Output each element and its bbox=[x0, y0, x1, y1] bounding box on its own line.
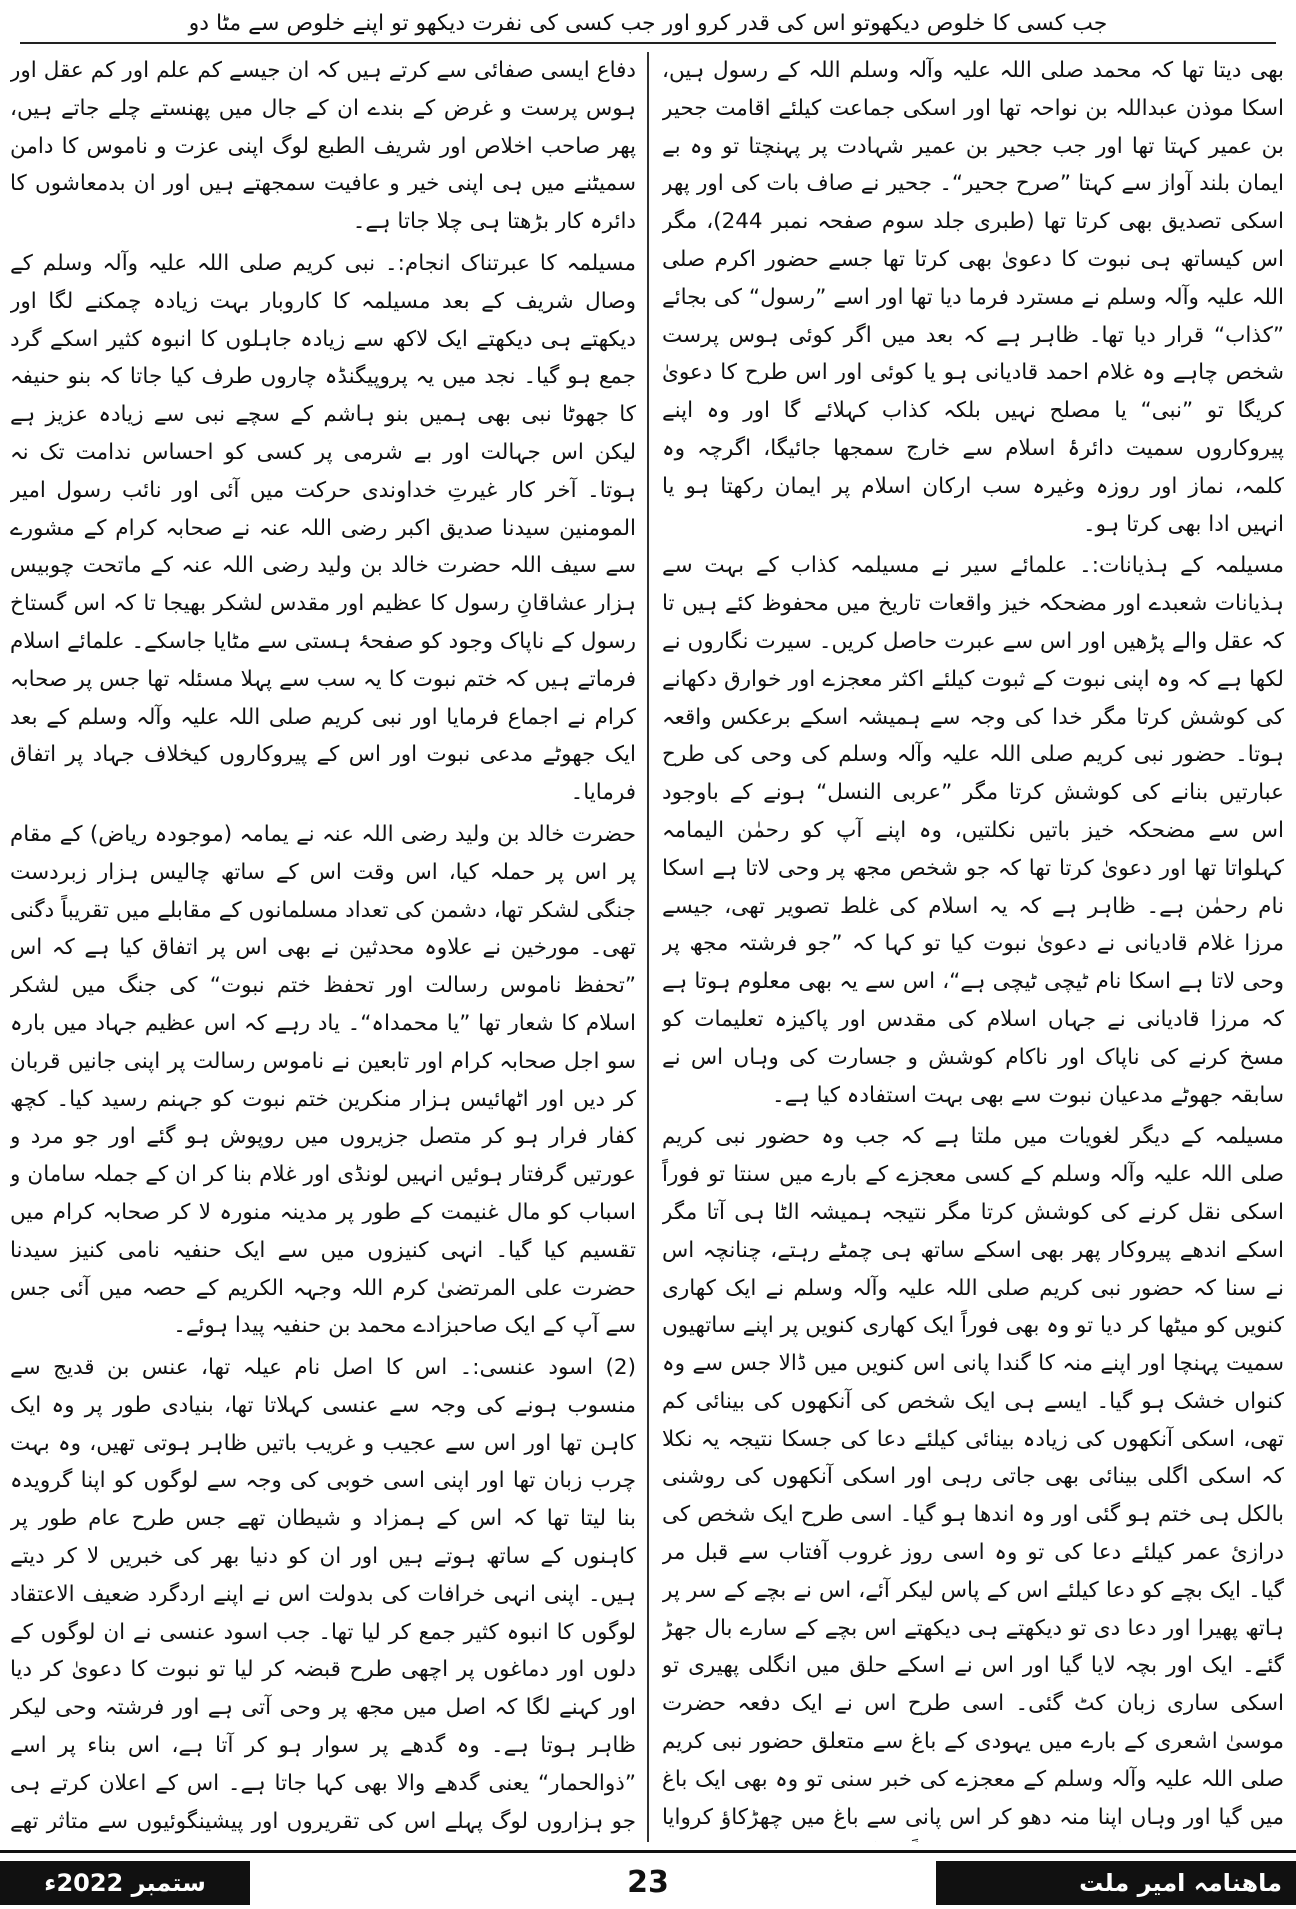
paragraph: بھی دیتا تھا کہ محمد صلی اللہ علیہ وآلہ وسلم اللہ کے رسول ہیں، اسکا موذن عبداللہ بن نواحہ تھا اور اسکی جماعت کیلئے اقامت جحیر بن عمیر کہتا تھا اور جب جحیر بن عمیر شہادت پر پہنچتا تو وہ بے ایمان بلند آواز سے کہتا ”صرح جحیر“۔ جحیر نے صاف بات کی اور پھر اسکی تصدیق بھی کرتا تھا (طبری جلد سوم صفحہ نمبر 244)، مگر اس کیساتھ ہی نبوت کا دعویٰ بھی کرتا تھا جسے حضور اکرم صلی اللہ علیہ وآلہ وسلم نے مسترد فرما دیا تھا اور اسے ”رسول“ کی بجائے ”کذاب“ قرار دیا تھا۔ ظاہر ہے کہ بعد میں اگر کوئی ہوس پرست شخص چاہے وہ غلام احمد قادیانی ہو یا کوئی اور اس طرح کا دعویٰ کریگا تو ”نبی“ یا مصلح نہیں بلکہ کذاب کہلائے گا اور وہ اپنے پیروکاروں سمیت دائرۂ اسلام سے خارج سمجھا جائیگا، اگرچہ وہ کلمہ، نماز اور روزہ وغیرہ سب ارکان اسلام پر ایمان رکھتا ہو یا انہیں ادا بھی کرتا ہو۔ bbox=[662, 58, 1284, 537]
page-number: 23 bbox=[627, 1865, 669, 1900]
left-column bbox=[10, 52, 636, 1842]
page-footer bbox=[0, 1850, 1296, 1909]
paragraph: مسیلمہ کا عبرتناک انجام:۔ نبی کریم صلی اللہ علیہ وآلہ وسلم کے وصال شریف کے بعد مسیلمہ کا کاروبار بہت زیادہ چمکنے لگا اور دیکھتے ہی دیکھتے ایک لاکھ سے زیادہ جاہلوں کا انبوہ کثیر اسکے گرد جمع ہو گیا۔ نجد میں یہ پروپیگنڈہ چاروں طرف کیا جاتا کہ بنو حنیفہ کا جھوٹا نبی بھی ہمیں بنو ہاشم کے سچے نبی سے زیادہ عزیز ہے لیکن اس جہالت اور بے شرمی پر کسی کو احساس ندامت تک نہ ہوتا۔ آخر کار غیرتِ خداوندی حرکت میں آئی اور نائب رسول امیر المومنین سیدنا صدیق اکبر رضی اللہ عنہ نے صحابہ کرام کے مشورے سے سیف اللہ حضرت خالد بن ولید رضی اللہ عنہ کے ماتحت چوبیس ہزار عشاقانِ رسول کا عظیم اور مقدس لشکر بھیجا تا کہ اس گستاخ رسول کے ناپاک وجود کو صفحۂ ہستی سے مٹایا جاسکے۔ علمائے اسلام فرماتے ہیں کہ ختم نبوت کا یہ سب سے پہلا مسئلہ تھا جس پر صحابہ کرام نے اجماع فرمایا اور نبی کریم صلی اللہ علیہ وآلہ وسلم کے بعد ایک جھوٹے مدعی نبوت اور اس کے پیروکاروں کیخلاف جہاد پر اتفاق فرمایا۔ bbox=[10, 250, 636, 806]
header-motto: جب کسی کا خلوص دیکھوتو اس کی قدر کرو اور جب کسی کی نفرت دیکھو تو اپنے خلوص سے مٹا دو bbox=[20, 6, 1276, 44]
column-divider bbox=[647, 52, 649, 1842]
paragraph: (2) اسود عنسی:۔ اس کا اصل نام عیلہ تھا، عنس بن قدیج سے منسوب ہونے کی وجہ سے عنسی کہلاتا تھا، بنیادی طور پر وہ ایک کاہن تھا اور اس سے عجیب و غریب باتیں ظاہر ہوتی تھیں، وہ بہت چرب زبان تھا اور اپنی اسی خوبی کی وجہ سے لوگوں کو اپنا گرویدہ بنا لیتا تھا کہ اس کے ہمزاد و شیطان تھے جس طرح عام طور پر کاہنوں کے ساتھ ہوتے ہیں اور ان کو دنیا بھر کی خبریں لا کر دیتے ہیں۔ اپنی انہی خرافات کی بدولت اس نے اپنے اردگرد ضعیف الاعتقاد لوگوں کا انبوہ کثیر جمع کر لیا تھا۔ جب اسود عنسی نے ان لوگوں کے دلوں اور دماغوں پر اچھی طرح قبضہ کر لیا تو نبوت کا دعویٰ کر دیا اور کہنے لگا کہ اصل میں مجھ پر وحی آتی ہے اور فرشتہ وحی لیکر ظاہر ہوتا ہے۔ وہ گدھے پر سوار ہو کر آتا ہے، اس بناء پر اسے ”ذوالحمار“ یعنی گدھے والا بھی کہا جاتا ہے۔ اس کے اعلان کرتے ہی جو ہزاروں لوگ پہلے اس کی تقریروں اور پیشینگوئیوں سے متاثر تھے bbox=[10, 1355, 636, 1834]
paragraph: مسیلمہ کے ہذیانات:۔ علمائے سیر نے مسیلمہ کذاب کے بہت سے ہذیانات شعبدے اور مضحکہ خیز واقعات تاریخ میں محفوظ کئے ہیں تا کہ عقل والے پڑھیں اور اس سے عبرت حاصل کریں۔ سیرت نگاروں نے لکھا ہے کہ وہ اپنی نبوت کے ثبوت کیلئے اکثر معجزے اور خوارق دکھانے کی کوشش کرتا مگر خدا کی وجہ سے ہمیشہ اسکے برعکس واقعہ ہوتا۔ حضور نبی کریم صلی اللہ علیہ وآلہ وسلم کی وحی کی طرح عبارتیں بنانے کی کوشش کرتا مگر ”عربی النسل“ ہونے کے باوجود اس سے مضحکہ خیز باتیں نکلتیں، وہ اپنے آپ کو رحمٰن الیمامہ کہلواتا تھا اور دعویٰ کرتا تھا کہ جو شخص مجھ پر وحی لاتا ہے اسکا نام رحمٰن ہے۔ ظاہر ہے کہ یہ اسلام کی غلط تصویر تھی، جیسے مرزا غلام قادیانی نے دعویٰ نبوت کیا تو کہا کہ ”جو فرشتہ مجھ پر وحی لاتا ہے اسکا نام ٹیچی ٹیچی ہے“، اس سے یہ بھی معلوم ہوتا ہے کہ مرزا قادیانی نے جہاں اسلام کی مقدس اور پاکیزہ تعلیمات کو مسخ کرنے کی ناپاک اور ناکام کوشش و جسارت کی وہاں اس نے سابقہ جھوٹے مدعیان نبوت سے بھی بہت استفادہ کیا ہے۔ bbox=[662, 553, 1284, 1108]
magazine-title: ماھنامہ امیر ملت bbox=[936, 1861, 1296, 1905]
paragraph: حضرت خالد بن ولید رضی اللہ عنہ نے یمامہ (موجودہ ریاض) کے مقام پر اس پر حملہ کیا، اس وقت اس کے ساتھ چالیس ہزار زبردست جنگی لشکر تھا، دشمن کی تعداد مسلمانوں کے مقابلے میں تقریباً دگنی تھی۔ مورخین نے علاوہ محدثین نے بھی اس پر اتفاق کیا ہے کہ اس ”تحفظ ناموس رسالت اور تحفظ ختم نبوت“ کی جنگ میں لشکر اسلام کا شعار تھا ”یا محمداہ“۔ یاد رہے کہ اس عظیم جہاد میں بارہ سو اجل صحابہ کرام اور تابعین نے ناموس رسالت پر اپنی جانیں قربان کر دیں اور اٹھائیس ہزار منکرین ختم نبوت کو جہنم رسید کیا۔ کچھ کفار فرار ہو کر متصل جزیروں میں روپوش ہو گئے اور جو مرد و عورتیں گرفتار ہوئیں انہیں لونڈی اور غلام بنا کر ان کے جملہ سامان و اسباب کو مال غنیمت کے طور پر مدینہ منورہ لا کر صحابہ کرام میں تقسیم کیا گیا۔ انہی کنیزوں میں سے ایک حنفیہ نامی کنیز سیدنا حضرت علی المرتضیٰ کرم اللہ وجہہ الکریم کے حصہ میں آئی جس سے آپ کے ایک صاحبزادے محمد بن حنفیہ پیدا ہوئے۔ bbox=[10, 821, 636, 1339]
paragraph: مسیلمہ کے دیگر لغویات میں ملتا ہے کہ جب وہ حضور نبی کریم صلی اللہ علیہ وآلہ وسلم کے کسی معجزے کے بارے میں سنتا تو فوراً اسکی نقل کرنے کی کوشش کرتا مگر نتیجہ ہمیشہ الٹا ہی آتا مگر اسکے اندھے پیروکار پھر بھی اسکے ساتھ ہی چمٹے رہتے، چنانچہ اس نے سنا کہ حضور نبی کریم صلی اللہ علیہ وآلہ وسلم نے ایک کھاری کنویں کو میٹھا کر دیا تو وہ بھی فوراً ایک کھاری کنویں پر اپنے ساتھیوں سمیت پہنچا اور اپنے منہ کا گندا پانی اس کنویں میں ڈالا جس سے وہ کنواں خشک ہو گیا۔ ایسے ہی ایک شخص کی آنکھوں کی بینائی کم تھی، اسکی آنکھوں کی زیادہ بینائی کیلئے دعا کی جسکا نتیجہ یہ نکلا کہ اسکی اگلی بینائی بھی جاتی رہی اور اسکی آنکھوں کی روشنی بالکل ہی ختم ہو گئی اور وہ اندھا ہو گیا۔ اسی طرح ایک شخص کی درازئ عمر کیلئے دعا کی تو وہ اسی روز غروب آفتاب سے قبل مر گیا۔ ایک بچے کو دعا کیلئے اس کے پاس لیکر آئے، اس نے بچے کے سر پر ہاتھ پھیرا اور دعا دی تو دیکھتے ہی دیکھتے اس بچے کے سارے بال جھڑ گئے۔ ایک اور بچہ لایا گیا اور اس نے اسکے حلق میں انگلی پھیری تو اسکی ساری زبان کٹ گئی۔ اسی طرح اس نے ایک دفعہ حضرت موسیٰ اشعری کے بارے میں یہودی کے باغ سے متعلق حضور نبی کریم صلی اللہ علیہ وآلہ وسلم کے معجزے کی خبر سنی تو وہ بھی ایک باغ میں گیا اور وہاں اپنا منہ دھو کر اس پانی سے باغ میں چھڑکاؤ کروایا bbox=[662, 1124, 1284, 1830]
issue-date: ستمبر 2022ء bbox=[0, 1861, 250, 1905]
right-column bbox=[662, 52, 1284, 1842]
paragraph: دفاع ایسی صفائی سے کرتے ہیں کہ ان جیسے کم علم اور کم عقل اور ہوس پرست و غرض کے بندے ان کے جال میں پھنستے چلے جاتے ہیں، پھر صاحب اخلاص اور شریف الطبع لوگ اپنی عزت و ناموس کا دامن سمیٹنے میں ہی اپنی خیر و عافیت سمجھتے ہیں اور ان بدمعاشوں کا دائرہ کار بڑھتا ہی چلا جاتا ہے۔ bbox=[10, 58, 636, 235]
